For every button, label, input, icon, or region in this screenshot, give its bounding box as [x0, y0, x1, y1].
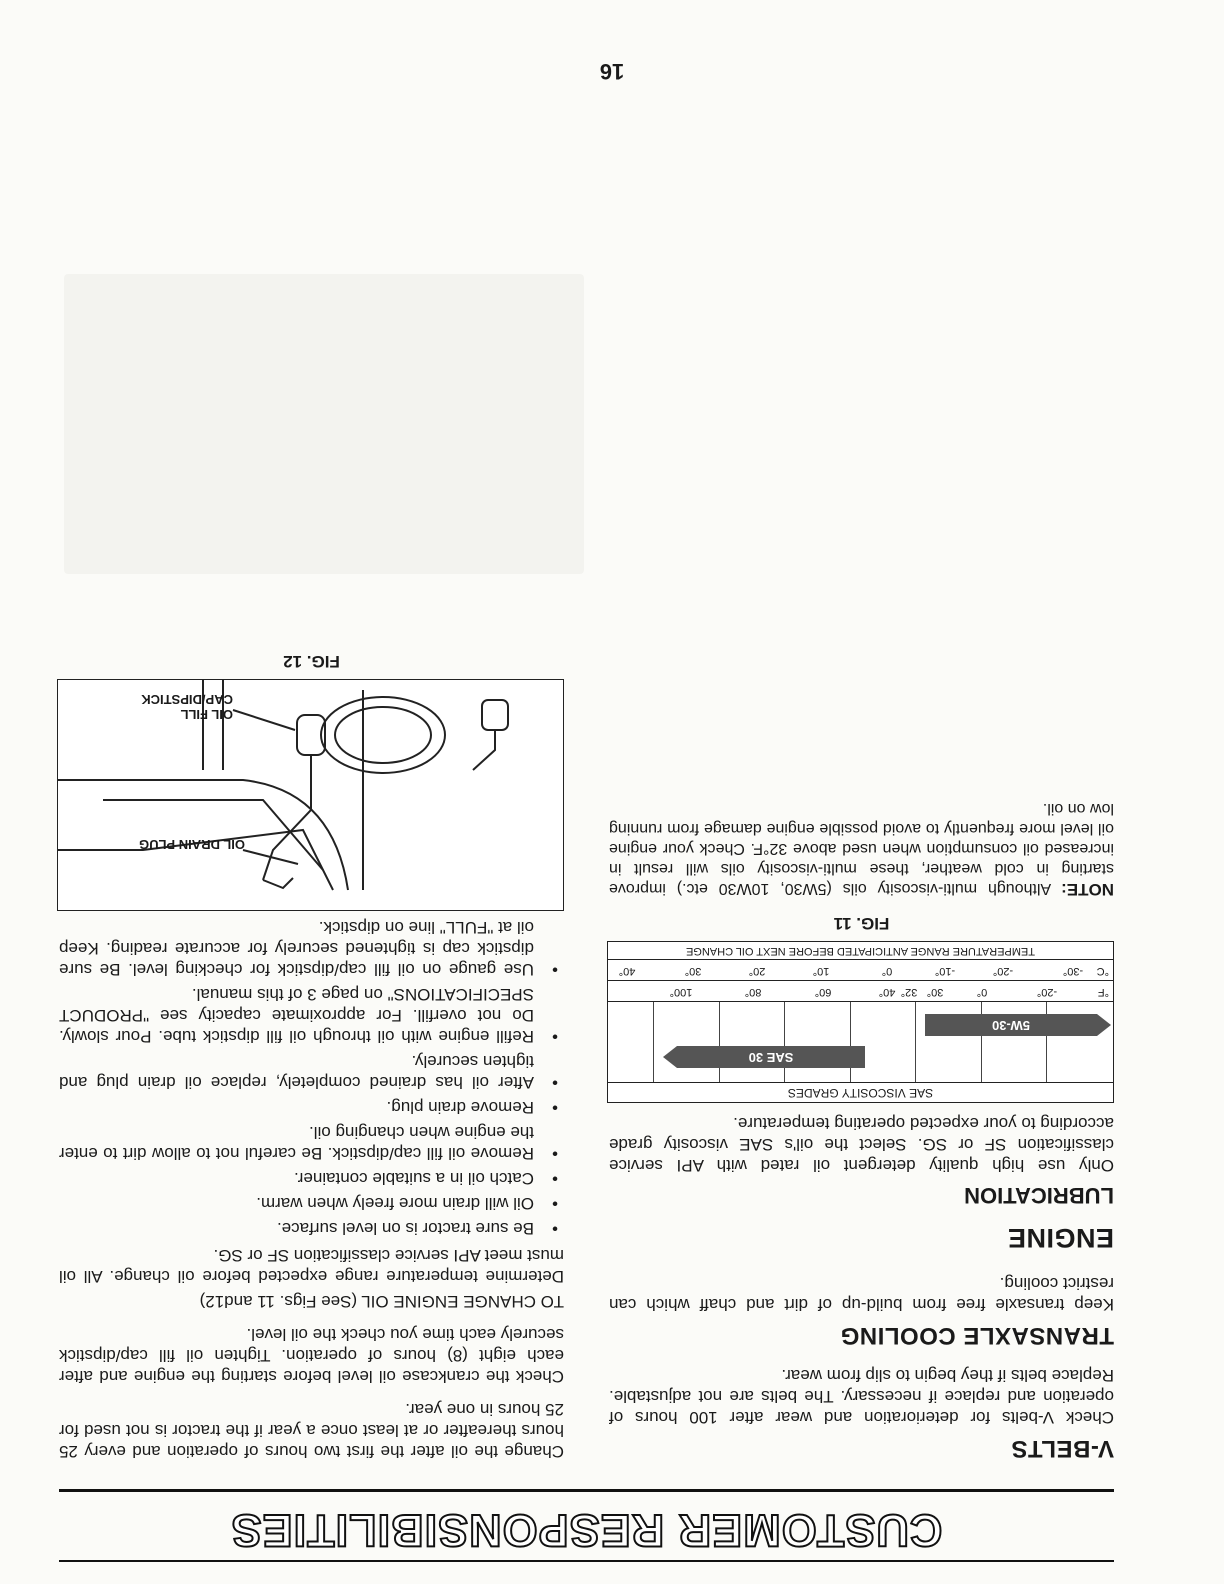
header-rule-top [59, 1560, 1114, 1562]
lubrication-text: Only use high quality detergent oil rated with API service classification SF or SG. Select the oil's SAE viscosity grade according to your expected operating temperature. [609, 1114, 1114, 1175]
celsius-scale [608, 959, 1113, 980]
fahrenheit-tick: 0° [976, 986, 988, 998]
right-column [59, 637, 564, 1462]
oil-drain-plug [482, 700, 508, 730]
fahrenheit-tick: 60° [814, 986, 832, 998]
label-oil-drain-plug: OIL DRAIN PLUG [139, 837, 245, 852]
grid-line [784, 1002, 785, 1082]
note-label: NOTE: [1061, 880, 1114, 899]
label-oil-fill-1: OIL FILL [180, 707, 233, 722]
chart-title: SAE VISCOSITY GRADES [608, 1082, 1113, 1102]
list-item: • Remove oil fill cap/dipstick. Be careful not to allow dirt to enter the engine when changing oil. [59, 1122, 564, 1164]
series-bar-sae30: SAE 30 [677, 1046, 865, 1068]
celsius-tick: 40° [618, 965, 636, 977]
fahrenheit-tick: -20° [1036, 986, 1058, 998]
grid-line [850, 1002, 851, 1082]
chart-footer: TEMPERATURE RANGE ANTICIPATED BEFORE NEXT OIL CHANGE [686, 945, 1035, 957]
fahrenheit-scale [608, 980, 1113, 1001]
celsius-tick: 30° [684, 965, 702, 977]
oil-check: Check the crankcase oil level before starting the engine and after each eight (8) hours of operation. Tighten oil fill cap/dipstick securely each time you check the oil level. [59, 1325, 564, 1386]
mount-plate [103, 800, 323, 870]
engine-oil-diagram [58, 680, 563, 910]
list-item: • After oil has drained completely, replace oil drain plug and tighten securely. [59, 1051, 564, 1093]
fahrenheit-tick: 100° [669, 986, 693, 998]
list-item: • Oil will drain more freely when warm. [59, 1193, 564, 1214]
list-item: • Catch oil in a suitable container. [59, 1168, 564, 1189]
vbelts-text: Check V-belts for deterioration and wear after 100 hours of operation and replace if necessary. The belts are not adjustable. Replace belts if they begin to slip from wear. [609, 1366, 1114, 1427]
series-bar-5w30: 5W-30 [925, 1014, 1097, 1036]
fahrenheit-tick: 80° [744, 986, 762, 998]
celsius-tick: 10° [812, 965, 830, 977]
label-oil-fill-2: CAP/DIPSTICK [141, 692, 233, 707]
engine-heading: ENGINE [1007, 1223, 1114, 1253]
fahrenheit-tick: 32° [900, 986, 918, 998]
fahrenheit-unit: °F [1097, 986, 1109, 998]
grid-line [719, 1002, 720, 1082]
drain-pointer [243, 850, 298, 864]
note-text: Although multi-viscosity oils (5W30, 10W30 etc.) improve starting in cold weather, these multi-viscosity oils will result in increased oil consumption when used above 32°F. Check your engine oil level more frequently to avoid possible engine damage from running low on oil. [609, 800, 1114, 897]
valve-cover-inner [335, 707, 431, 763]
transaxle-heading: TRANSAXLE COOLING [840, 1322, 1114, 1349]
fahrenheit-tick: 30° [926, 986, 944, 998]
oil-change-steps [59, 917, 564, 1239]
fig12-illustration [57, 679, 564, 911]
transaxle-text: Keep transaxle free from build-up of dirt and chaff which can restrict cooling. [609, 1274, 1114, 1314]
chart-grid [608, 1001, 1113, 1082]
celsius-tick: -10° [934, 965, 956, 977]
label-oil-fill [141, 692, 233, 722]
celsius-tick: 0° [881, 965, 893, 977]
celsius-tick: -20° [992, 965, 1014, 977]
grid-line [915, 1002, 916, 1082]
drain-hose [473, 730, 495, 770]
list-item: • Be sure tractor is on level surface. [59, 1218, 564, 1239]
oil-change-heading: TO CHANGE ENGINE OIL (See Figs. 11 and12) [199, 1292, 564, 1311]
fahrenheit-tick: 40° [878, 986, 896, 998]
celsius-unit: °C [1096, 965, 1109, 977]
list-item: • Use gauge on oil fill cap/dipstick for checking level. Be sure dipstick cap is tightened securely for accurate reading. Keep oil at "FULL" line on dipstick. [59, 917, 564, 980]
list-item: • Refill engine with oil through oil fill dipstick tube. Pour slowly. Do not overfill. For approximate capacity see "PRODUCT SPECIFICATIONS" on page 3 of this manual. [59, 984, 564, 1047]
dipstick-handle [263, 878, 293, 888]
celsius-tick: 20° [748, 965, 766, 977]
left-column [609, 798, 1114, 1462]
page-title: CUSTOMER RESPONSIBILITIES [230, 1505, 943, 1556]
vbelts-heading: V-BELTS [1010, 1435, 1114, 1462]
page-number: 16 [599, 59, 625, 84]
fig12-caption: FIG. 12 [283, 652, 340, 671]
note-paragraph [609, 798, 1114, 899]
grid-line [653, 1002, 654, 1082]
lubrication-heading: LUBRICATION [964, 1183, 1114, 1208]
valve-cover [321, 697, 445, 773]
oil-intro: Change the oil after the first two hours of operation and every 25 hours thereafter or at least once a year if the tractor is not used for 25 hours in one year. [59, 1400, 564, 1461]
scan-shadow [64, 274, 584, 574]
list-item: • Remove drain plug. [59, 1097, 564, 1118]
header-rule-bottom [59, 1489, 1114, 1492]
viscosity-chart [607, 941, 1114, 1103]
fill-pointer [233, 710, 295, 730]
celsius-tick: -30° [1062, 965, 1084, 977]
fig11-caption: FIG. 11 [833, 914, 890, 933]
oil-change-intro: Determine temperature range expected before oil change. All oil must meet API service classification SF or SG. [59, 1246, 564, 1286]
